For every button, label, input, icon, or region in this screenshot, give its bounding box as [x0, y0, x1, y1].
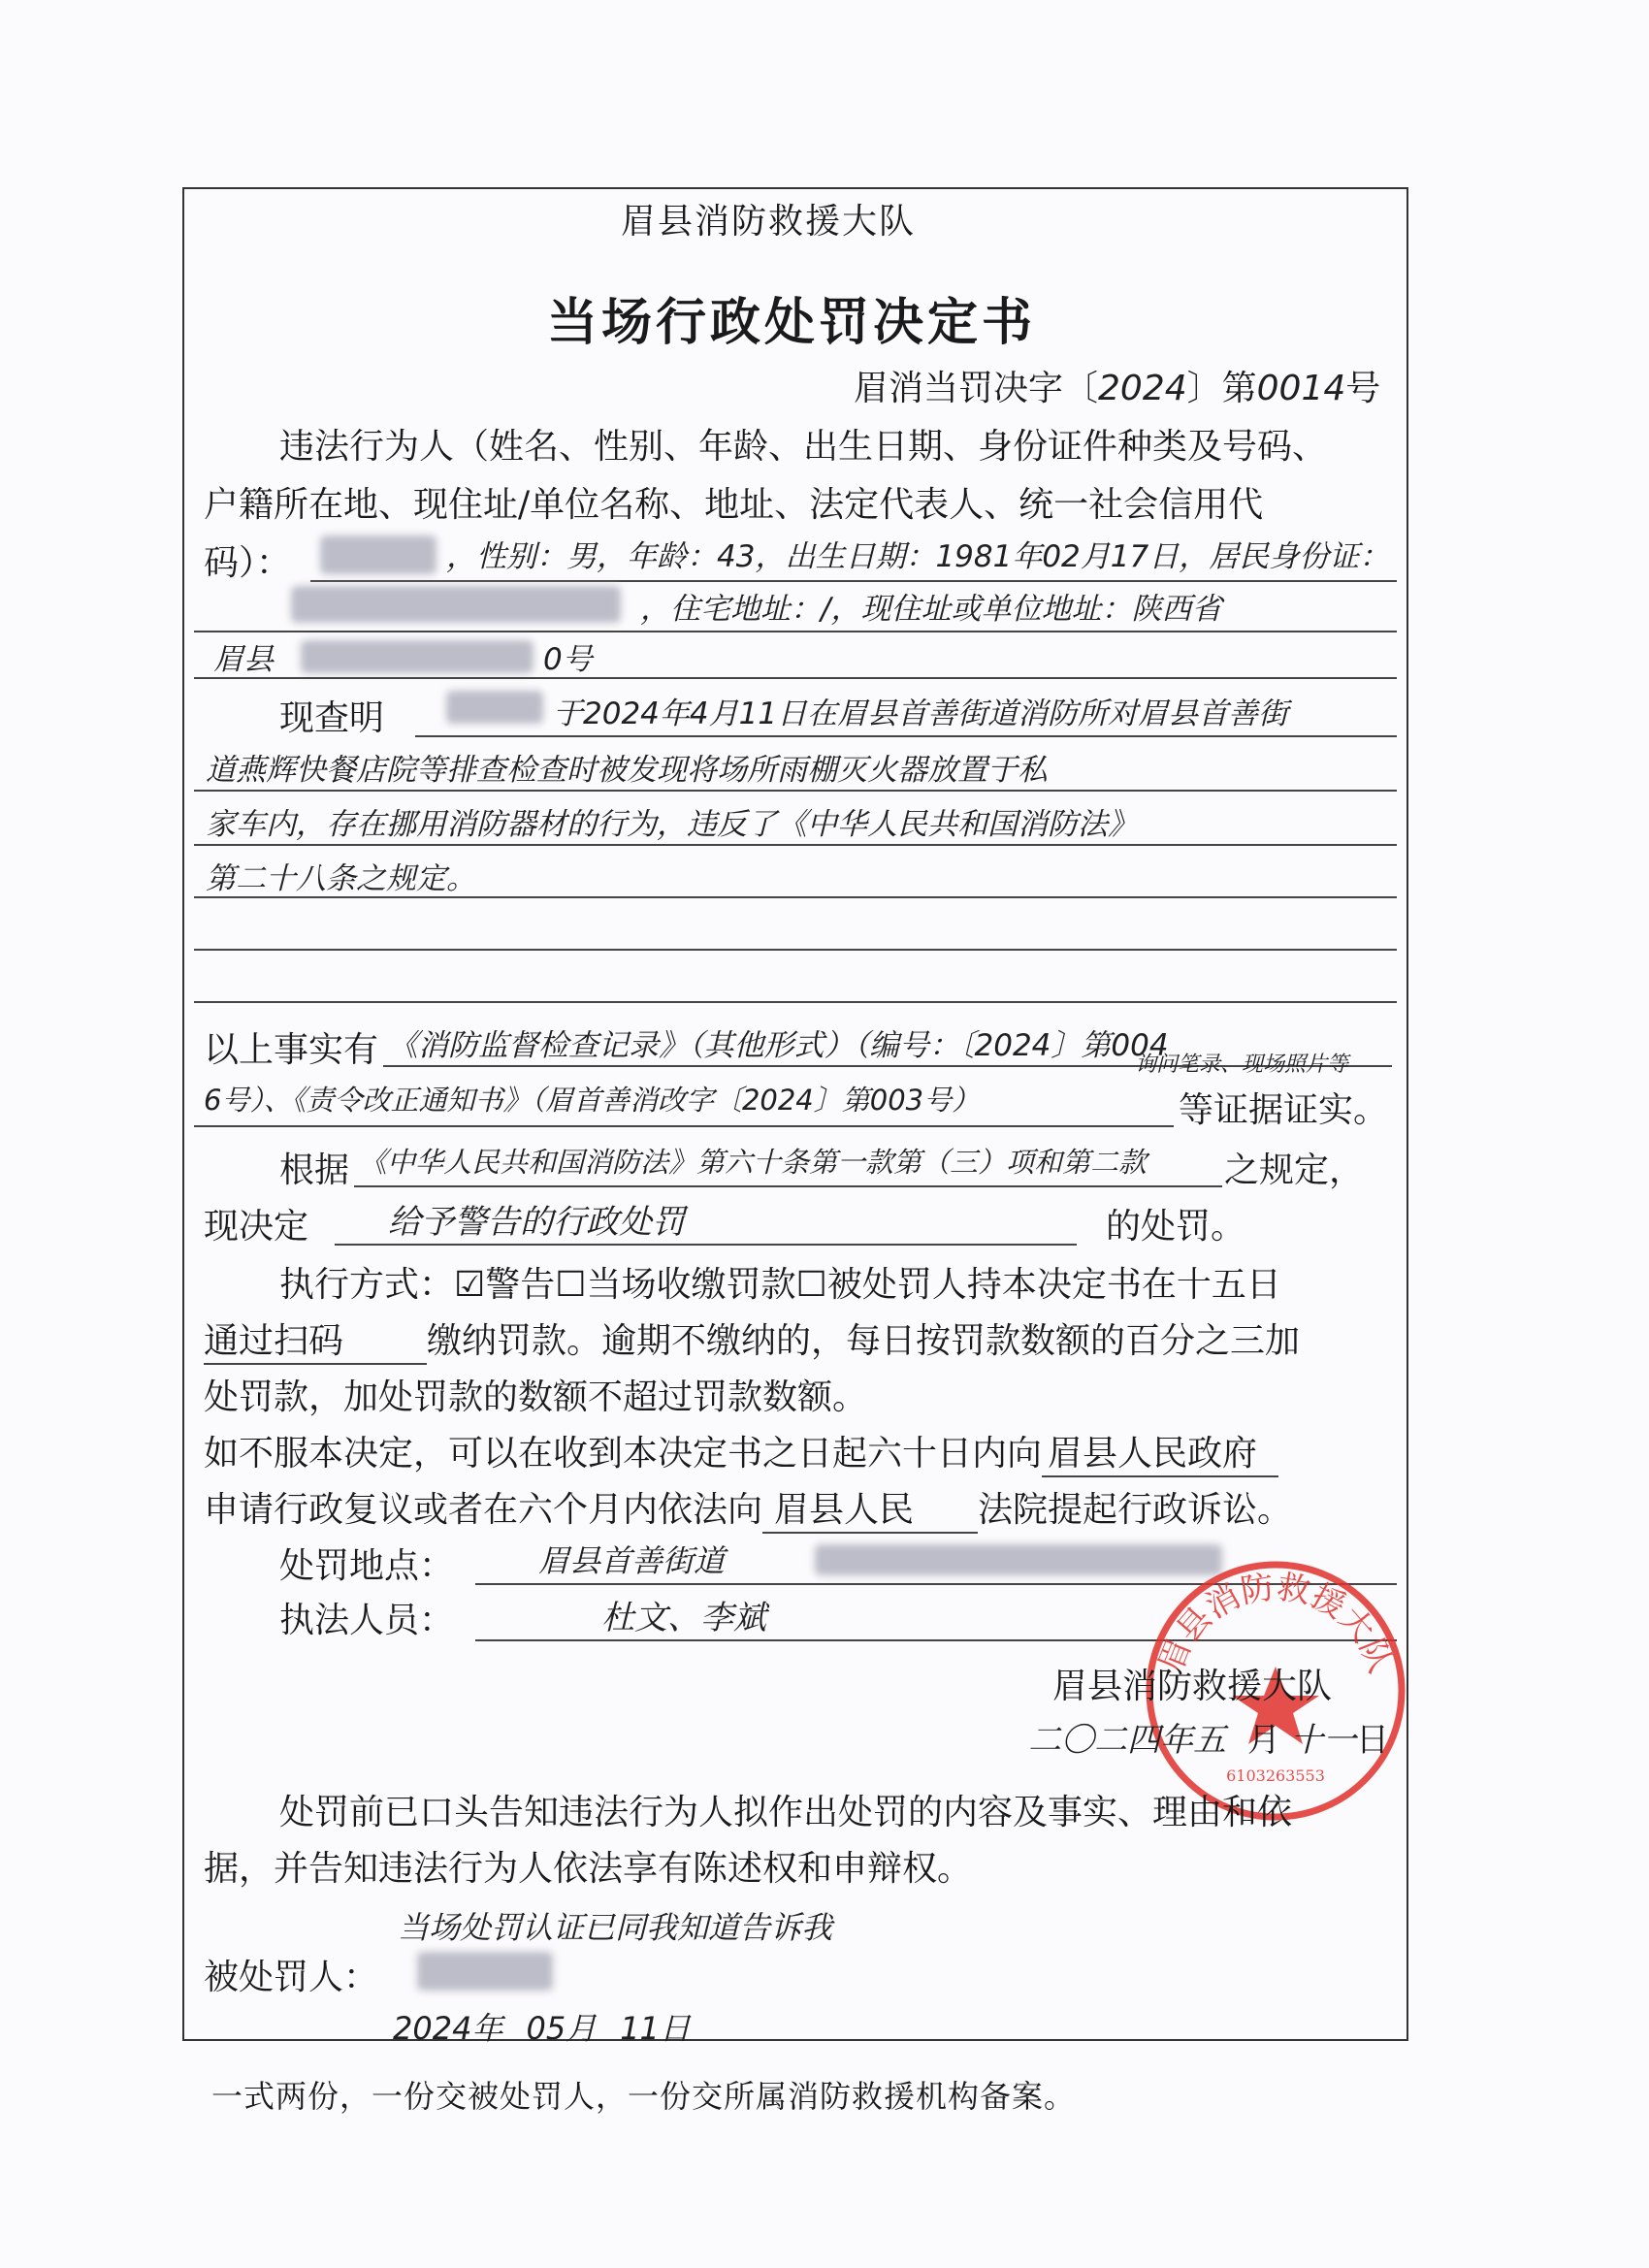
execution-line1: 执行方式：☑警告☐当场收缴罚款☐被处罚人持本决定书在十五日: [279, 1265, 1281, 1305]
findings-rule-6: [194, 1001, 1397, 1003]
appeal-court-fill: 眉县人民: [762, 1482, 978, 1534]
signature-date: [1028, 1713, 1389, 1761]
decision-prefix: 现决定: [204, 1207, 309, 1247]
appeal-line2: [204, 1482, 1292, 1534]
basis-rule: [354, 1185, 1222, 1187]
evidence-hand-line1: 《消防监督检查记录》（其他形式）（编号：〔2024〕第004: [388, 1028, 1169, 1063]
appeal-line1: [204, 1426, 1278, 1477]
signature-org: 眉县消防救援大队: [1052, 1667, 1333, 1706]
notice-line1: 处罚前已口头告知违法行为人拟作出处罚的内容及事实、理由和依: [279, 1793, 1293, 1832]
offender-hand-line1: ，性别：男，年龄：43，出生日期：1981年02月17日，居民身份证：: [446, 539, 1390, 574]
penalized-date-year: 2024年: [393, 2010, 503, 2047]
offender-rule-3: [194, 677, 1397, 679]
execution-line2: [204, 1313, 1300, 1365]
offender-label-line1: 违法行为人（姓名、性别、年龄、出生日期、身份证件种类及号码、: [279, 427, 1328, 467]
findings-rule-2: [194, 790, 1397, 792]
evidence-rule-2: [194, 1125, 1174, 1127]
penalized-date-month: 05月: [526, 2010, 598, 2047]
redacted-findings-name: [446, 691, 543, 724]
evidence-hand-note: 询问笔录、现场照片等: [1135, 1053, 1349, 1077]
appeal-gov-fill: 眉县人民政府: [1042, 1426, 1278, 1477]
offender-rule-2: [194, 631, 1397, 632]
findings-rule-3: [194, 844, 1397, 846]
findings-label: 现查明: [279, 698, 385, 738]
appeal-line2-prefix: 申请行政复议或者在六个月内依法向: [204, 1490, 763, 1530]
redacted-signature: [417, 1952, 553, 1991]
offender-rule-1: [310, 580, 1397, 582]
signature-date-day: 十一: [1290, 1721, 1356, 1760]
notice-line2: 据，并告知违法行为人依法享有陈述权和申辩权。: [204, 1849, 973, 1889]
doc-number-suffix: 号: [1345, 369, 1381, 408]
offender-hand-line3b: 0号: [543, 642, 593, 677]
findings-line2: 道燕辉快餐店院等排查检查时被发现将场所雨棚灭火器放置于私: [206, 753, 1048, 788]
redacted-name: [320, 535, 436, 574]
document-title: 当场行政处罚决定书: [547, 293, 1037, 352]
decision-rule: [335, 1244, 1077, 1246]
doc-year: 2024: [1098, 369, 1187, 408]
findings-rule-1: [415, 735, 1397, 737]
decision-suffix: 的处罚。: [1106, 1207, 1246, 1247]
findings-rule-5: [194, 949, 1397, 951]
findings-line1: 于2024年4月11日在眉县首善街道消防所对眉县首善街: [553, 697, 1289, 731]
execution-line3: 处罚款，加处罚款的数额不超过罚款数额。: [204, 1377, 868, 1417]
evidence-suffix: 等证据证实。: [1179, 1090, 1389, 1130]
basis-suffix: 之规定，: [1224, 1150, 1365, 1190]
doc-number-mid: 〕第: [1186, 369, 1257, 408]
seal-text: 眉县消防救援大队: [1150, 1568, 1401, 1679]
appeal-line1-prefix: 如不服本决定，可以在收到本决定书之日起六十日内向: [204, 1434, 1043, 1474]
offender-hand-line2: ，住宅地址：/，现住址或单位地址：陕西省: [640, 592, 1222, 627]
place-label: 处罚地点：: [279, 1546, 455, 1586]
issuer-heading: 眉县消防救援大队: [621, 202, 917, 242]
decision-hand: 给予警告的行政处罚: [388, 1203, 685, 1242]
basis-hand: 《中华人民共和国消防法》第六十条第一款第（三）项和第二款: [359, 1146, 1148, 1179]
execution-fill: 通过扫码: [204, 1313, 427, 1365]
penalized-date-day: 11日: [620, 2010, 691, 2047]
doc-seq: 0014: [1256, 369, 1346, 408]
offender-label-line3: 码）：: [204, 543, 292, 583]
basis-prefix: 根据: [279, 1150, 350, 1190]
evidence-hand-line2: 6号）、《责令改正通知书》（眉首善消改字〔2024〕第003号）: [204, 1084, 981, 1117]
findings-rule-4: [194, 896, 1397, 898]
execution-line2-rest: 缴纳罚款。逾期不缴纳的，每日按罚款数额的百分之三加: [427, 1321, 1301, 1361]
signature-date-year: 二〇二四年: [1028, 1721, 1193, 1760]
footer-note: 一式两份，一份交被处罚人，一份交所属消防救援机构备案。: [211, 2078, 1077, 2115]
signature-date-month: 五: [1193, 1721, 1226, 1760]
document-number: [854, 361, 1380, 410]
penalized-date: [393, 2004, 691, 2049]
offender-label-line2: 户籍所在地、现住址/单位名称、地址、法定代表人、统一社会信用代: [204, 485, 1264, 525]
place-hand: 眉县首善街道: [538, 1542, 726, 1579]
signature-date-day-unit: 日: [1356, 1721, 1389, 1760]
doc-number-prefix: 眉消当罚决字〔: [854, 369, 1099, 408]
findings-line3: 家车内，存在挪用消防器材的行为，违反了《中华人民共和国消防法》: [206, 807, 1138, 842]
officers-hand: 杜文、李斌: [601, 1599, 766, 1637]
findings-line4: 第二十八条之规定。: [206, 861, 476, 896]
seal-code: 6103263553: [1226, 1766, 1325, 1785]
notice-hand-statement: 当场处罚认证已同我知道告诉我: [398, 1909, 833, 1946]
signature-date-month-unit: 月: [1247, 1721, 1280, 1760]
redacted-address: [301, 640, 534, 673]
redacted-id-number: [291, 586, 621, 623]
evidence-prefix: 以上事实有: [204, 1030, 379, 1070]
penalized-label: 被处罚人：: [204, 1958, 379, 1997]
offender-hand-line3a: 眉县: [213, 642, 274, 677]
appeal-line2-suffix: 法院提起行政诉讼。: [978, 1490, 1293, 1530]
officers-label: 执法人员：: [279, 1601, 455, 1640]
